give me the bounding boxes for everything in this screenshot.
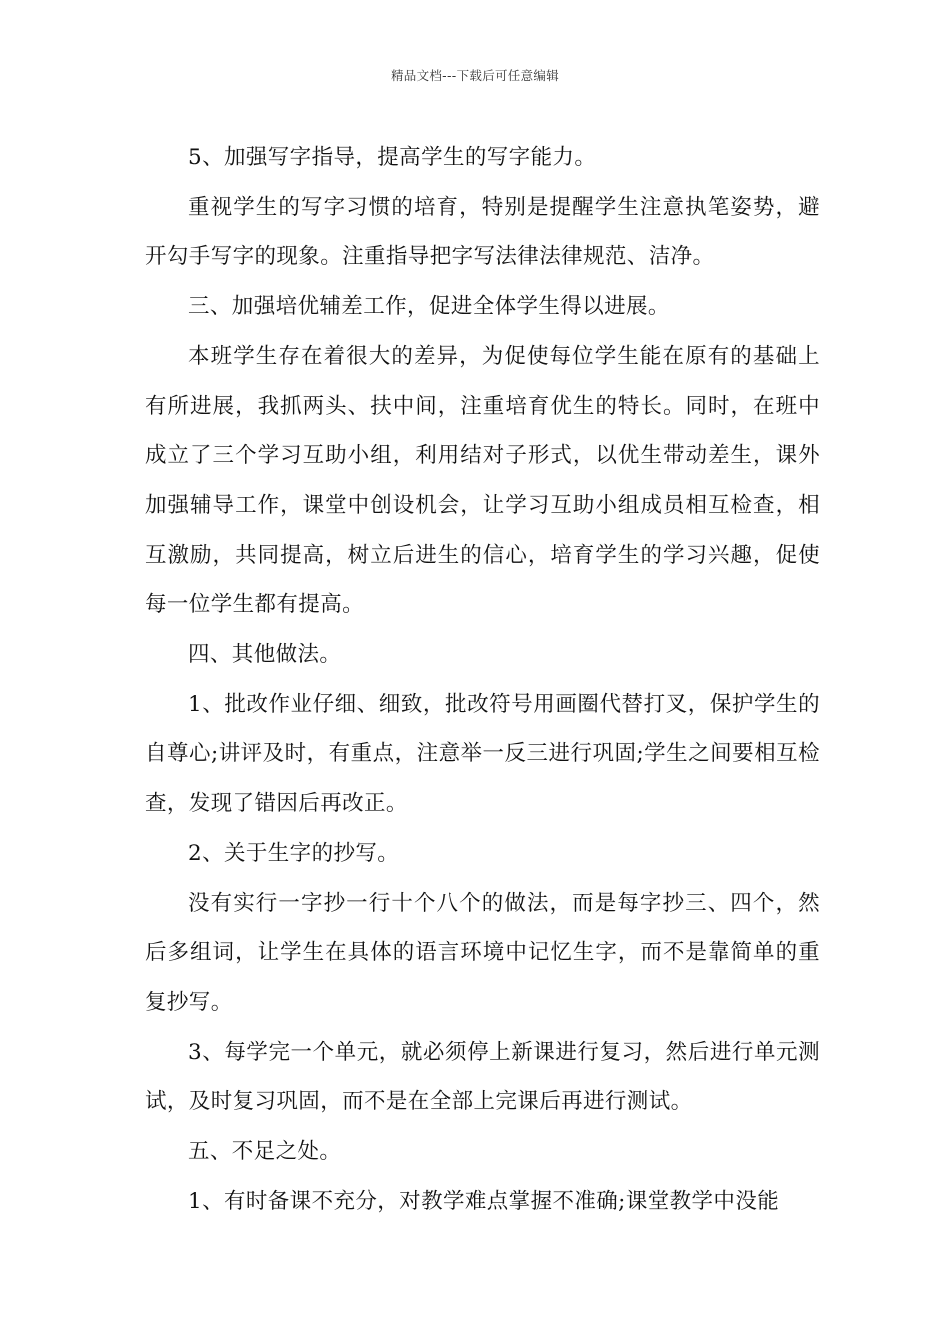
section-heading-five: 五、不足之处。 (188, 1139, 342, 1165)
paragraph-copying-method: 没有实行一字抄一行十个八个的做法，而是每字抄三、四个，然后多组词，让学生在具体的语言环境中记忆生字，而不是靠简单的重复抄写。 (145, 890, 820, 1015)
paragraph-writing-habits: 重视学生的写字习惯的培育，特别是提醒学生注意执笔姿势，避开勾手写字的现象。注重指导把字写法律法律规范、洁净。 (145, 194, 820, 270)
section-heading-four: 四、其他做法。 (188, 642, 342, 668)
page-header: 精品文档---下载后可任意编辑 (390, 68, 560, 83)
paragraph-writing-guidance-heading: 5、加强写字指导，提高学生的写字能力。 (188, 145, 597, 170)
paragraph-shortcomings: 1、有时备课不充分，对教学难点掌握不准确;课堂教学中没能 (188, 1188, 780, 1214)
document-body (145, 133, 820, 1226)
paragraph-class-differences: 本班学生存在着很大的差异，为促使每位学生能在原有的基础上有所进展，我抓两头、扶中间，注重培育优生的特长。同时，在班中成立了三个学习互助小组，利用结对子形式，以优生带动差生，课外加强辅导工作，课堂中创设机会，让学习互助小组成员相互检查，相互激励，共同提高，树立后进生的信心，培育学生的学习兴趣，促使每一位学生都有提高。 (145, 343, 820, 618)
paragraph-homework-correction: 1、批改作业仔细、细致，批改符号用画圈代替打叉，保护学生的自尊心;讲评及时，有重点，注意举一反三进行巩固;学生之间要相互检查，发现了错因后再改正。 (145, 691, 820, 817)
paragraph-unit-review: 3、每学完一个单元，就必须停上新课进行复习，然后进行单元测试，及时复习巩固，而不是在全部上完课后再进行测试。 (145, 1039, 820, 1115)
section-heading-three: 三、加强培优辅差工作，促进全体学生得以进展。 (188, 294, 670, 320)
paragraph-copying-heading: 2、关于生字的抄写。 (188, 840, 400, 866)
